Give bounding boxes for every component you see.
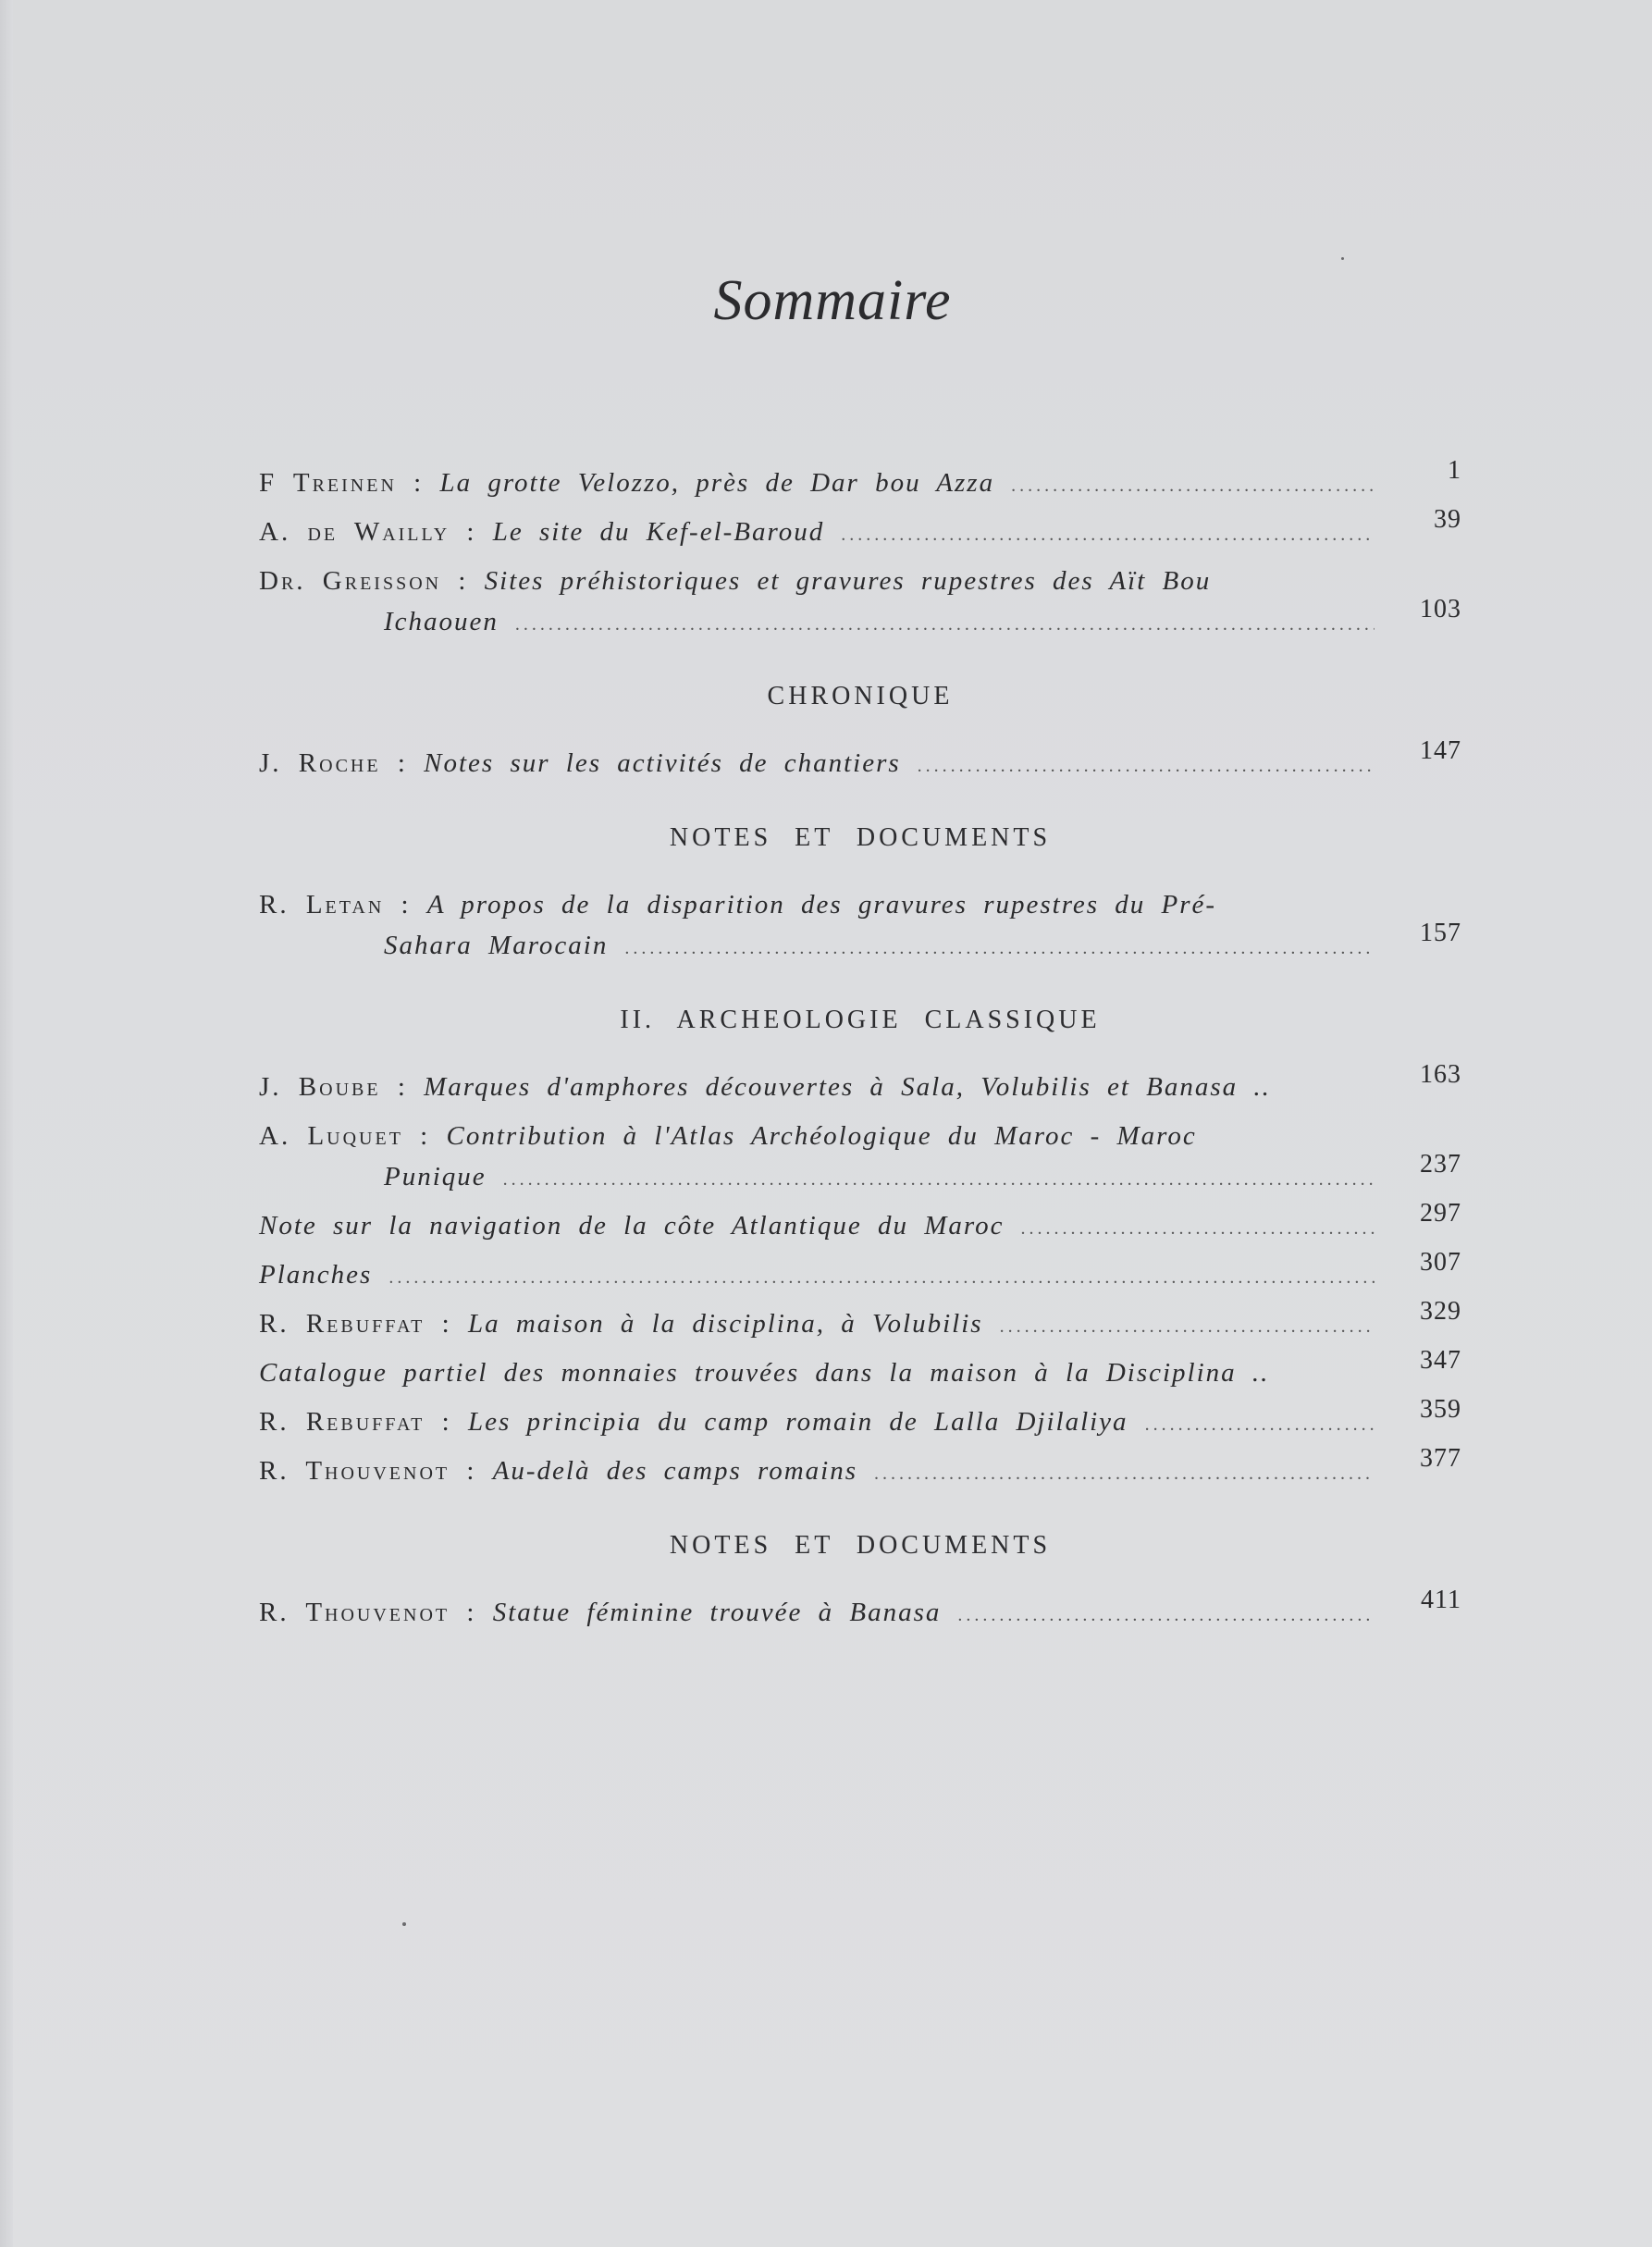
page-title: Sommaire (713, 269, 952, 332)
entry-page-number: 103 (1420, 595, 1461, 623)
paper-speck (1341, 257, 1344, 260)
toc-entry (259, 736, 1461, 786)
toc-entry (259, 1444, 1461, 1494)
entry-title: La maison à la disciplina, à Volubilis (467, 1309, 983, 1339)
entry-author: R. Rebuffat : (259, 1407, 452, 1437)
entry-title: Marques d'amphores découvertes à Sala, Volubilis et Banasa .. (424, 1072, 1271, 1102)
toc-entry (259, 1395, 1461, 1445)
entry-title: Les principia du camp romain de Lalla Djilaliya (467, 1407, 1128, 1437)
entry-author: J. Roche : (259, 748, 408, 778)
entry-title-continuation: Ichaouen (384, 607, 499, 636)
entry-page-number: 237 (1420, 1150, 1461, 1179)
entry-title: Planches (259, 1260, 373, 1290)
entry-author: R. Thouvenot : (259, 1598, 477, 1627)
toc-entry (259, 884, 1461, 969)
entry-page-number: 359 (1420, 1395, 1461, 1424)
entry-title: Sites préhistoriques et gravures rupestres des Aït Bou (484, 566, 1212, 596)
entry-page-number: 307 (1420, 1248, 1461, 1277)
entry-page-number: 411 (1421, 1586, 1461, 1614)
toc-entry (259, 1116, 1461, 1200)
entry-title: A propos de la disparition des gravures rupestres du Pré- (426, 890, 1217, 920)
toc-entry (259, 1248, 1461, 1298)
page-edge (0, 0, 13, 2247)
entry-author: R. Letan : (259, 890, 412, 920)
entry-page-number: 147 (1420, 736, 1461, 765)
entry-page-number: 297 (1420, 1199, 1461, 1228)
entry-page-number: 157 (1420, 919, 1461, 947)
entry-page-number: 39 (1434, 505, 1461, 534)
toc-entry (259, 1199, 1461, 1249)
entry-title: Le site du Kef-el-Baroud (492, 517, 825, 547)
entry-author: R. Thouvenot : (259, 1456, 477, 1486)
entry-page-number: 329 (1420, 1297, 1461, 1326)
toc-entry (259, 1346, 1461, 1396)
section-heading: II. ARCHEOLOGIE CLASSIQUE (620, 1006, 1101, 1034)
entry-author: F Treinen : (259, 468, 425, 498)
entry-title: Au-delà des camps romains (492, 1456, 857, 1486)
toc-entry (259, 505, 1461, 555)
toc-entry (259, 1586, 1461, 1636)
toc-entry (259, 1060, 1461, 1110)
entry-title: Contribution à l'Atlas Archéologique du Maroc - Maroc (446, 1121, 1197, 1151)
entry-title: Notes sur les activités de chantiers (424, 748, 901, 778)
section-heading: CHRONIQUE (767, 682, 954, 710)
entry-author: A. Luquet : (259, 1121, 431, 1151)
entry-page-number: 377 (1420, 1444, 1461, 1473)
entry-title: Statue féminine trouvée à Banasa (492, 1598, 942, 1627)
paper-speck (402, 1922, 406, 1926)
toc-entry (259, 1297, 1461, 1347)
entry-title: Catalogue partiel des monnaies trouvées dans la maison à la Disciplina .. (259, 1358, 1270, 1388)
toc-entry (259, 561, 1461, 645)
entry-author: R. Rebuffat : (259, 1309, 452, 1339)
entry-title-continuation: Punique (384, 1162, 487, 1191)
entry-page-number: 1 (1448, 456, 1461, 485)
section-heading: NOTES ET DOCUMENTS (669, 823, 1052, 852)
entry-title: Note sur la navigation de la côte Atlantique du Maroc (259, 1211, 1005, 1241)
entry-author: A. de Wailly : (259, 517, 477, 547)
entry-page-number: 163 (1420, 1060, 1461, 1089)
toc-entry (259, 456, 1461, 506)
entry-title: La grotte Velozzo, près de Dar bou Azza (439, 468, 995, 498)
section-heading: NOTES ET DOCUMENTS (669, 1531, 1052, 1560)
entry-title-continuation: Sahara Marocain (384, 931, 609, 960)
table-of-contents (259, 456, 1461, 1641)
entry-author: J. Boube : (259, 1072, 408, 1102)
entry-author: Dr. Greisson : (259, 566, 469, 596)
entry-page-number: 347 (1420, 1346, 1461, 1375)
